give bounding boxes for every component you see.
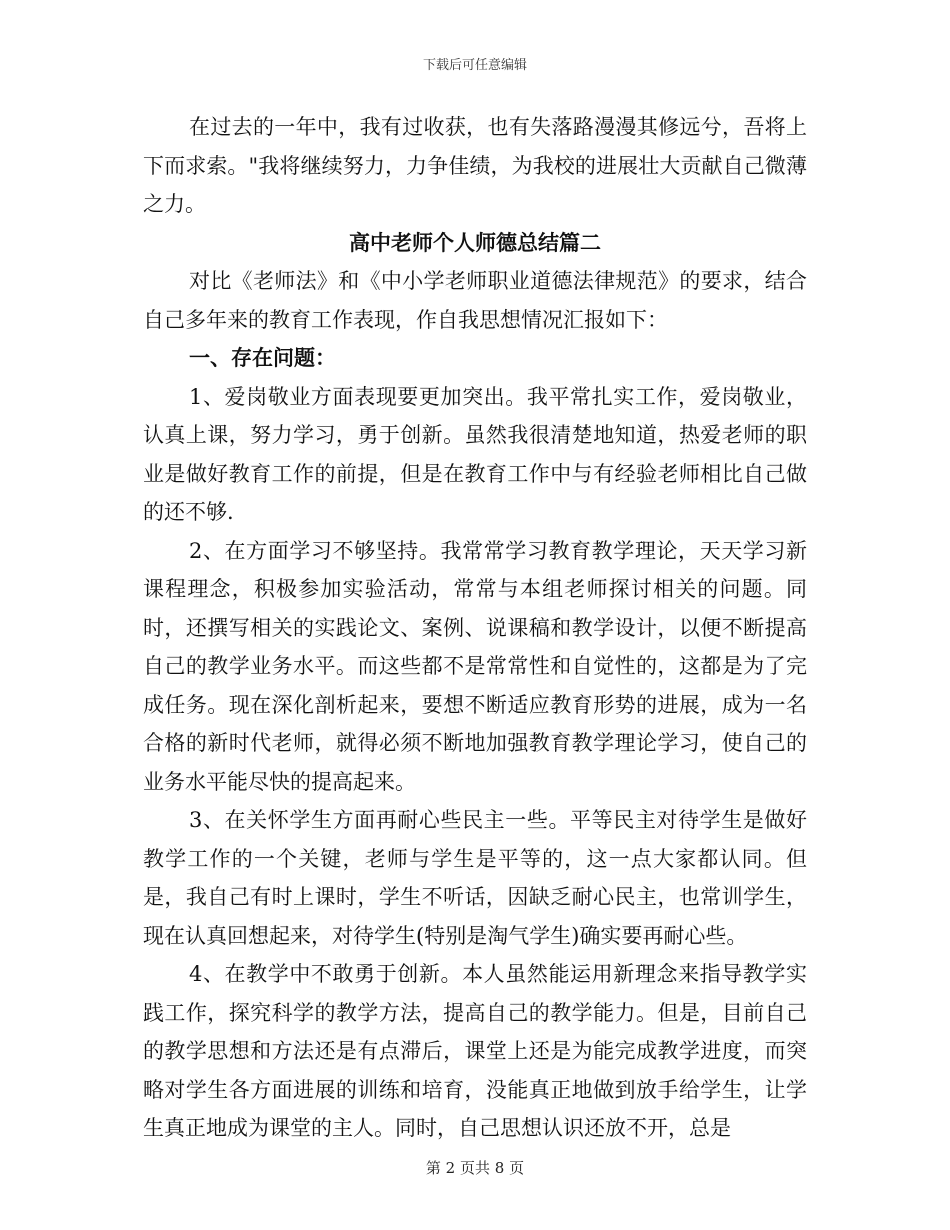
paragraph-item-1: 1、爱岗敬业方面表现要更加突出。我平常扎实工作，爱岗敬业，认真上课，努力学习，勇于创新。虽然我很清楚地知道，热爱老师的职业是做好教育工作的前提，但是在教育工作中与有经验老师相比自己做的还不够. <box>143 384 807 524</box>
paragraph-item-3: 3、在关怀学生方面再耐心些民主一些。平等民主对待学生是做好教学工作的一个关键，老师与学生是平等的，这一点大家都认同。但是，我自己有时上课时，学生不听话，因缺乏耐心民主，也常训学生，现在认真回想起来，对待学生(特别是淘气学生)确实要再耐心些。 <box>143 808 807 948</box>
heading-problems: 一、存在问题： <box>189 345 336 370</box>
paragraph-item-4: 4、在教学中不敢勇于创新。本人虽然能运用新理念来指导教学实践工作，探究科学的教学方法，提高自己的教学能力。但是，目前自己的教学思想和方法还是有点滞后，课堂上还是为能完成教学进度，而突略对学生各方面进展的训练和培育，没能真正地做到放手给学生，让学生真正地成为课堂的主人。同时，自己思想认识还放不开，总是 <box>143 962 807 1140</box>
paragraph-item-2: 2、在方面学习不够坚持。我常常学习教育教学理论，天天学习新课程理念，积极参加实验活动，常常与本组老师探讨相关的问题。同时，还撰写相关的实践论文、案例、说课稿和教学设计，以便不断提高自己的教学业务水平。而这些都不是常常性和自觉性的，这都是为了完成任务。现在深化剖析起来，要想不断适应教育形势的进展，成为一名合格的新时代老师，就得必须不断地加强教育教学理论学习，使自己的业务水平能尽快的提高起来。 <box>143 538 807 794</box>
document-body <box>143 108 807 1148</box>
paragraph-lead: 对比《老师法》和《中小学老师职业道德法律规范》的要求，结合自己多年来的教育工作表现，作自我思想情况汇报如下： <box>143 269 807 332</box>
page-header: 下载后可任意编辑 <box>422 58 527 73</box>
page-footer: 第 2 页共 8 页 <box>425 1159 525 1177</box>
paragraph-intro: 在过去的一年中，我有过收获，也有失落路漫漫其修远兮，吾将上下而求索。"我将继续努力，力争佳绩，为我校的进展壮大贡献自己微薄之力。 <box>143 115 807 216</box>
section-title: 高中老师个人师德总结篇二 <box>349 229 601 255</box>
